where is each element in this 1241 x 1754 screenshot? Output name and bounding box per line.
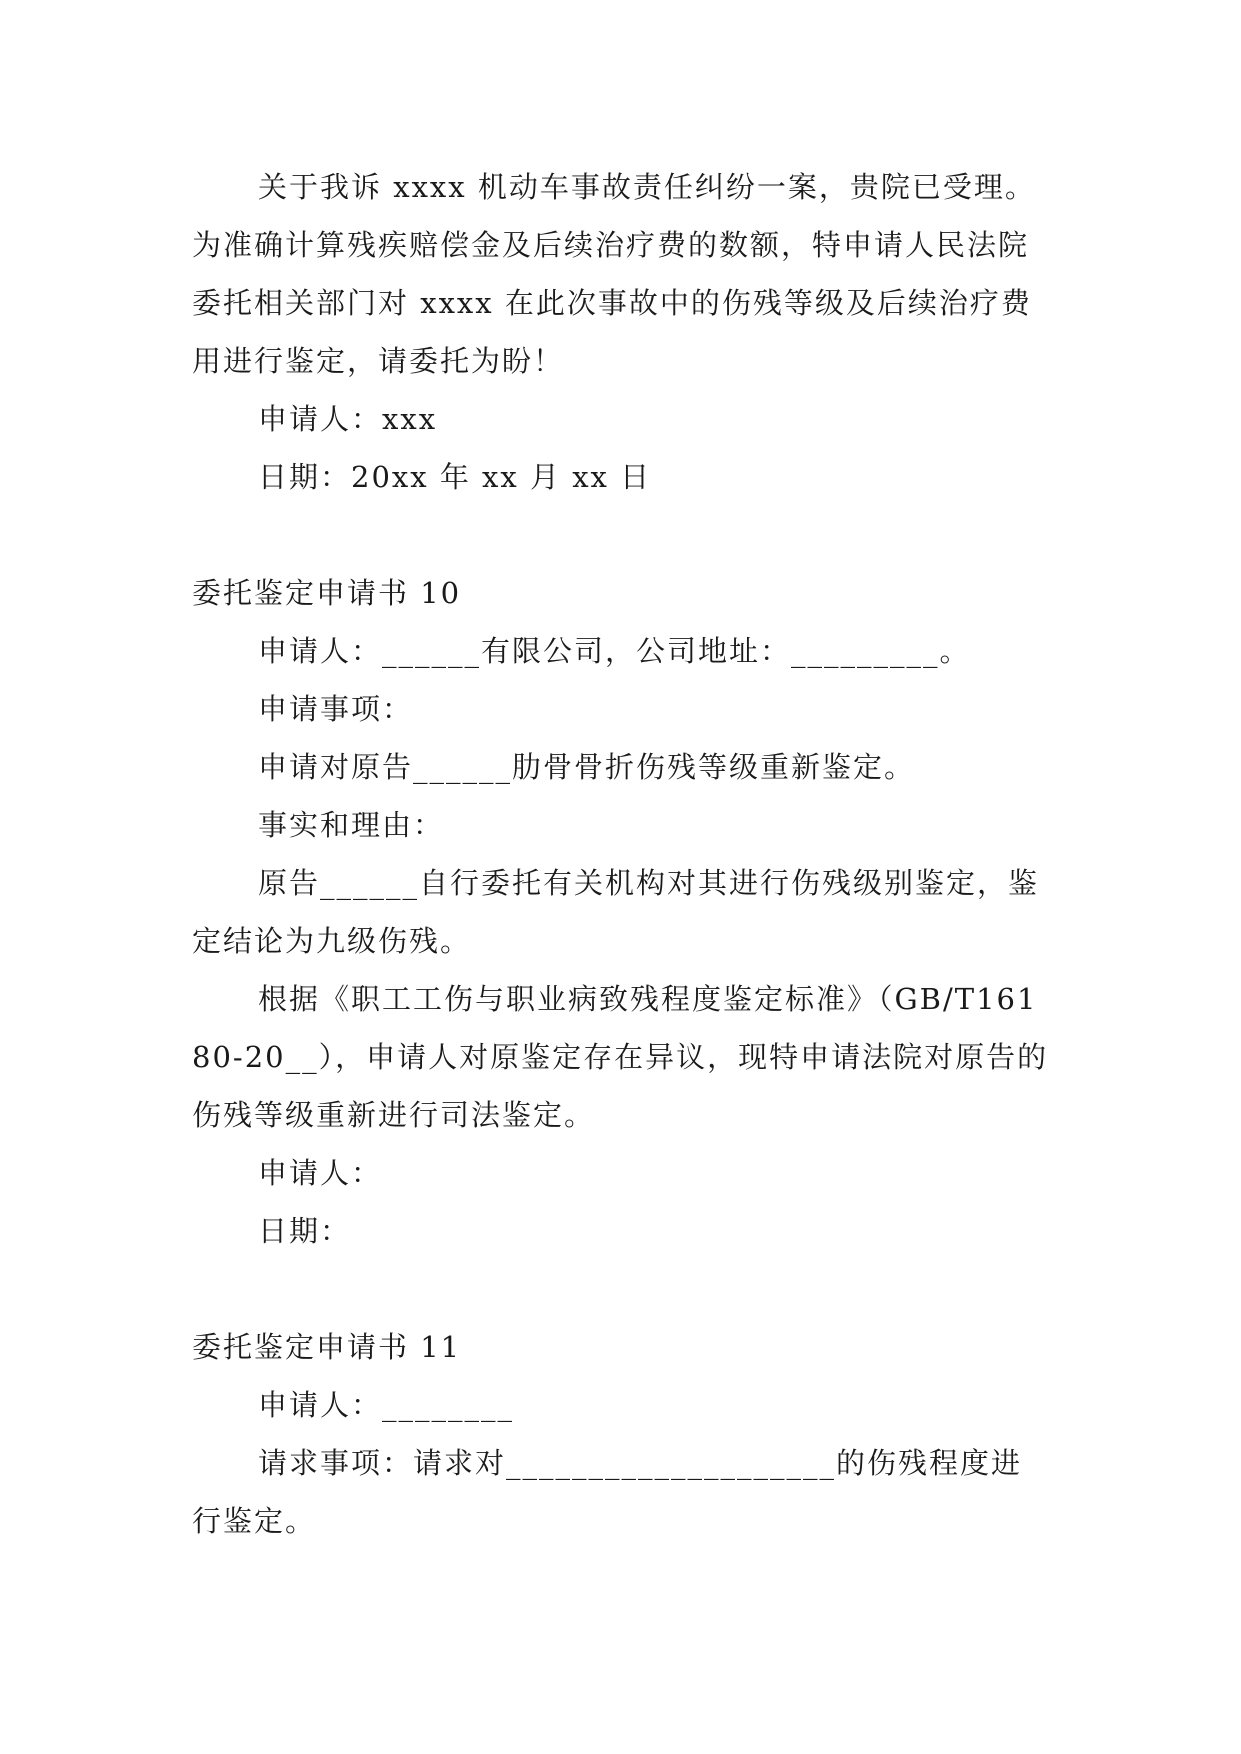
section-11-title: 委托鉴定申请书 11 xyxy=(192,1330,462,1364)
section-10-facts-paragraph-2: 根据《职工工伤与职业病致残程度鉴定标准》（GB/T16180-20__），申请人对原鉴定存在异议，现特申请法院对原告的伤残等级重新进行司法鉴定。 xyxy=(192,982,1049,1132)
section-prev-paragraph: 关于我诉 xxxx 机动车事故责任纠纷一案，贵院已受理。为准确计算残疾赔偿金及后续治疗费的数额，特申请人民法院委托相关部门对 xxxx 在此次事故中的伤残等级及后续治疗费用进行鉴定，请委托为盼！ xyxy=(192,170,1036,378)
section-10-facts-paragraph-1: 原告______自行委托有关机构对其进行伤残级别鉴定，鉴定结论为九级伤残。 xyxy=(192,866,1040,958)
section-prev-date: 日期：20xx 年 xx 月 xx 日 xyxy=(258,460,652,494)
section-10-facts-heading: 事实和理由： xyxy=(258,808,445,842)
section-10-applicant: 申请人：______有限公司，公司地址：_________。 xyxy=(258,634,971,668)
section-10-applicant-signature: 申请人： xyxy=(258,1156,383,1190)
section-11-applicant: 申请人：________ xyxy=(258,1388,515,1422)
section-prev-applicant: 申请人：xxx xyxy=(258,402,438,436)
document-page xyxy=(192,158,1052,1550)
section-10-date: 日期： xyxy=(258,1214,352,1248)
section-10-matters: 申请对原告______肋骨骨折伤残等级重新鉴定。 xyxy=(258,750,916,784)
section-10-matters-heading: 申请事项： xyxy=(258,692,414,726)
section-11-request: 请求事项：请求对____________________的伤残程度进行鉴定。 xyxy=(192,1446,1023,1538)
section-10-title: 委托鉴定申请书 10 xyxy=(192,576,462,610)
